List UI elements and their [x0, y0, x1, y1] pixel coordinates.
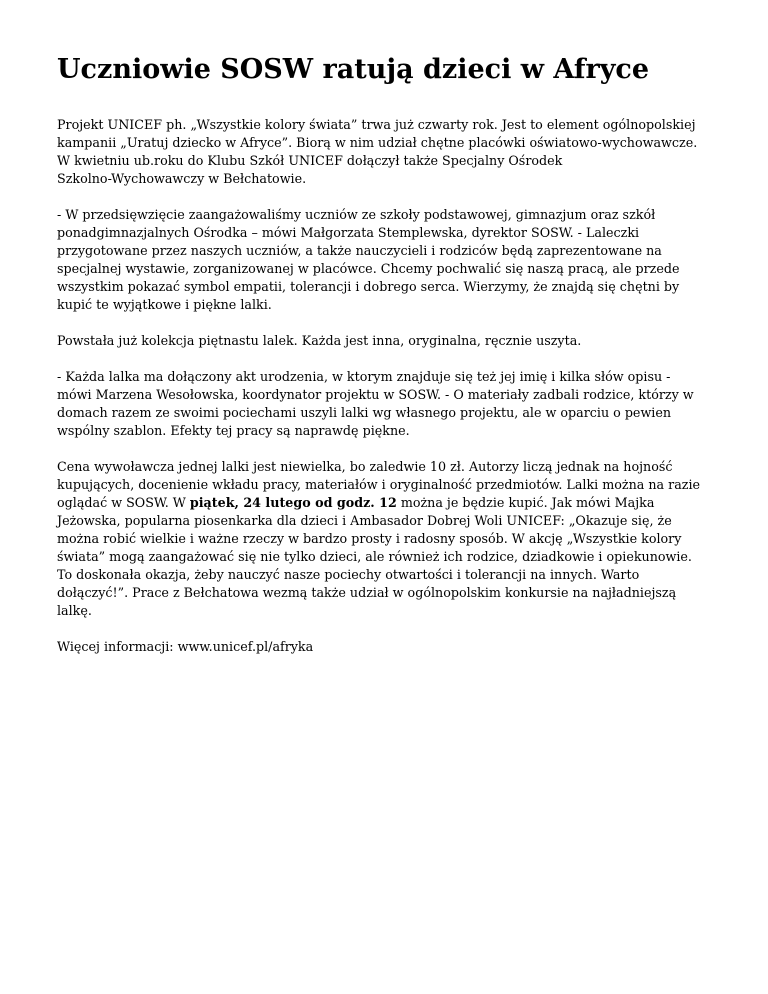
- paragraph-collection: [57, 332, 719, 350]
- text-line: można robić wielkie i ważne rzeczy w bardzo prosty i radosny sposób. W akcję „Wszystkie kolory: [57, 531, 682, 546]
- paragraph-price-sale: [57, 458, 719, 620]
- text-line: Jeżowska, popularna piosenkarka dla dzieci i Ambasador Dobrej Woli UNICEF: „Okazuje się, że: [57, 513, 672, 528]
- text-line: przygotowane przez naszych uczniów, a także nauczycieli i rodziców będą zaprezentowane na: [57, 243, 662, 258]
- text-line: kupić te wyjątkowe i piękne lalki.: [57, 297, 272, 312]
- text-line: ponadgimnazjalnych Ośrodka – mówi Małgorzata Stemplewska, dyrektor SOSW. - Laleczki: [57, 225, 640, 240]
- text-line: świata” mogą zaangażować się nie tylko dzieci, ale również ich rodzice, dziadkowie i opiekunowie.: [57, 549, 692, 564]
- text-line: wspólny szablon. Efekty tej pracy są naprawdę piękne.: [57, 423, 410, 438]
- text-line: Powstała już kolekcja piętnastu lalek. Każda jest inna, oryginalna, ręcznie uszyta.: [57, 333, 582, 348]
- paragraph-director-quote: [57, 206, 719, 314]
- text-line: specjalnej wystawie, zorganizowanej w placówce. Chcemy pochwalić się naszą pracą, ale przede: [57, 261, 680, 276]
- text-line: - Każda lalka ma dołączony akt urodzenia, w ktorym znajduje się też jej imię i kilka słów opisu -: [57, 369, 671, 384]
- article: [57, 50, 719, 674]
- text-line-with-date: [57, 494, 719, 512]
- text-line: - W przedsięwzięcie zaangażowaliśmy uczniów ze szkoły podstawowej, gimnazjum oraz szkół: [57, 207, 656, 222]
- text-line: W kwietniu ub.roku do Klubu Szkół UNICEF dołączył także Specjalny Ośrodek: [57, 153, 563, 168]
- text-line: domach razem ze swoimi pociechami uszyli lalki wg własnego projektu, ale w oparciu o pewien: [57, 405, 672, 420]
- paragraph-coordinator-quote: [57, 368, 719, 440]
- text-line: kampanii „Uratuj dziecko w Afryce”. Biorą w nim udział chętne placówki oświatowo-wychowawcze.: [57, 135, 698, 150]
- text-line: lalkę.: [57, 603, 92, 618]
- text-line: mówi Marzena Wesołowska, koordynator projektu w SOSW. - O materiały zadbali rodzice, którzy w: [57, 387, 694, 402]
- text-segment: oglądać w SOSW. W: [57, 495, 190, 510]
- more-info-text: Więcej informacji: www.unicef.pl/afryka: [57, 639, 314, 654]
- text-line: kupujących, docenienie wkładu pracy, materiałów i oryginalność przedmiotów. Lalki można na razie: [57, 477, 701, 492]
- paragraph-intro: [57, 116, 719, 188]
- text-line: To doskonała okazja, żeby nauczyć nasze pociechy otwartości i tolerancji na innych. Warto: [57, 567, 640, 582]
- text-line: Cena wywoławcza jednej lalki jest niewielka, bo zaledwie 10 zł. Autorzy liczą jednak na hojność: [57, 459, 673, 474]
- sale-date-bold: piątek, 24 lutego od godz. 12: [189, 495, 397, 510]
- text-segment: można je będzie kupić. Jak mówi Majka: [396, 495, 655, 510]
- article-title: Uczniowie SOSW ratują dzieci w Afryce: [57, 54, 650, 85]
- text-line: wszystkim pokazać symbol empatii, tolerancji i dobrego serca. Wierzymy, że znajdą się chętni by: [57, 279, 680, 294]
- article-body: [57, 116, 719, 656]
- text-line: Projekt UNICEF ph. „Wszystkie kolory świata” trwa już czwarty rok. Jest to element ogólnopolskiej: [57, 117, 696, 132]
- paragraph-more-info: [57, 638, 719, 656]
- text-line: dołączyć!”. Prace z Bełchatowa wezmą także udział w ogólnopolskim konkursie na najładniejszą: [57, 585, 677, 600]
- text-line: Szkolno-Wychowawczy w Bełchatowie.: [57, 171, 307, 186]
